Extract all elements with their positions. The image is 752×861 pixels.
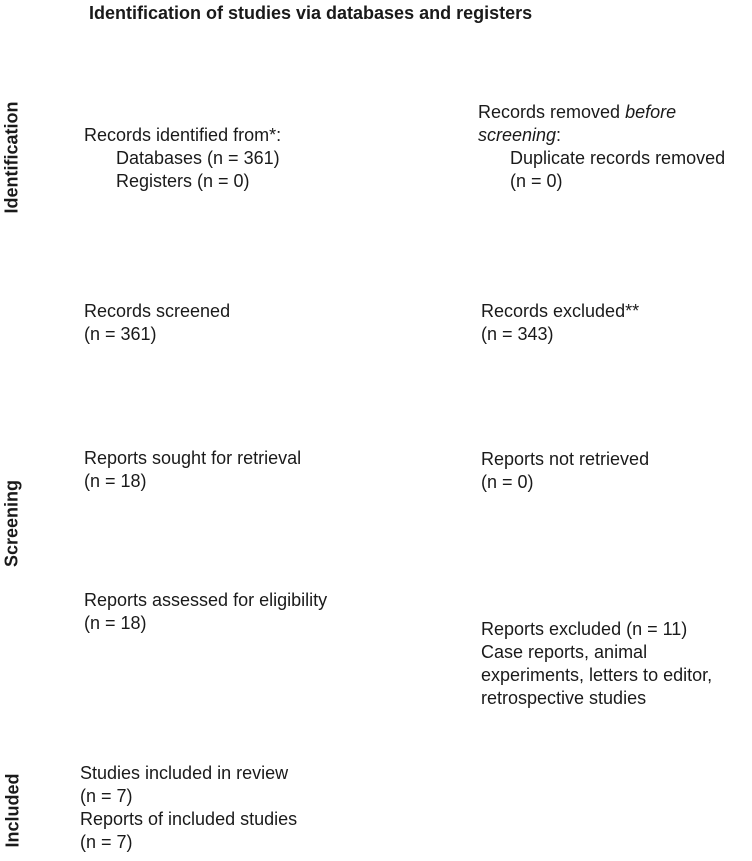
records-removed-title-text: Records removed [478,102,626,122]
reports-sought-count: (n = 18) [84,471,147,491]
reports-not-retrieved-title: Reports not retrieved [481,449,650,469]
reports-excluded-title: Reports excluded (n = 11) [481,619,688,639]
studies-included-title: Studies included in review [80,763,289,783]
records-removed-before: before [625,102,677,122]
duplicate-records-label: Duplicate records removed [510,148,726,168]
reports-excluded-reason-3: retrospective studies [481,688,647,708]
records-identified-title: Records identified from*: [84,125,282,145]
reports-not-retrieved-box [481,448,649,494]
diagram-title: Identification of studies via databases and registers [89,3,533,23]
records-removed-colon: : [556,125,562,145]
reports-assessed-title: Reports assessed for eligibility [84,590,328,610]
reports-assessed-count: (n = 18) [84,613,147,633]
phase-label-screening: Screening [1,479,22,568]
records-screened-count: (n = 361) [84,324,157,344]
reports-assessed-box [84,589,327,635]
records-excluded-title: Records excluded** [481,301,640,321]
records-removed-title-line2 [478,124,725,147]
reports-excluded-reason-1: Case reports, animal [481,642,648,662]
records-excluded-count: (n = 343) [481,324,554,344]
records-identified-box [84,124,281,193]
records-excluded-box [481,300,639,346]
reports-included-count: (n = 7) [80,832,133,852]
duplicate-records-count: (n = 0) [510,171,563,191]
records-screened-title: Records screened [84,301,231,321]
registers-count: Registers (n = 0) [116,171,250,191]
records-removed-title-line1 [478,101,725,124]
phase-label-identification: Identification [1,101,22,214]
records-screened-box [84,300,230,346]
databases-count: Databases (n = 361) [116,148,280,168]
reports-included-title: Reports of included studies [80,809,298,829]
included-box [80,762,297,854]
reports-not-retrieved-count: (n = 0) [481,472,534,492]
reports-sought-box [84,447,301,493]
reports-excluded-reason-2: experiments, letters to editor, [481,665,713,685]
reports-excluded-box [481,618,712,710]
records-removed-screening: screening [478,125,557,145]
reports-sought-title: Reports sought for retrieval [84,448,302,468]
phase-label-included: Included [2,773,23,848]
studies-included-count: (n = 7) [80,786,133,806]
records-removed-box [478,101,725,193]
